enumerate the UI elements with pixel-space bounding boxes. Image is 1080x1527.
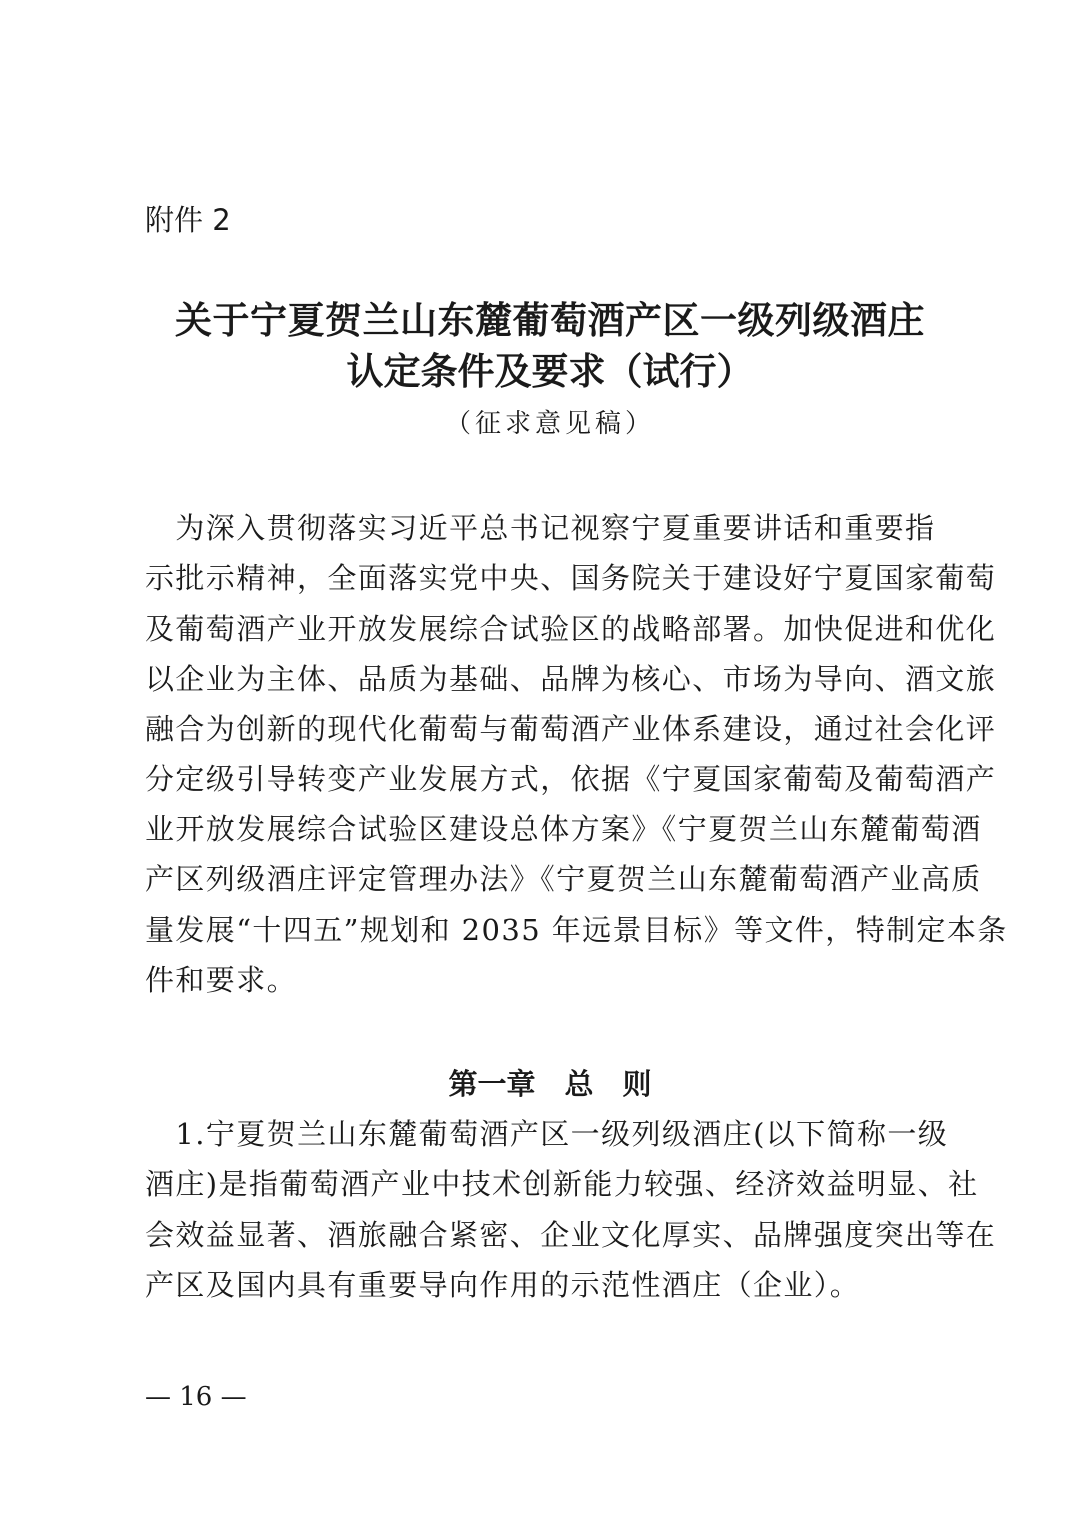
paragraph-line: 分定级引导转变产业发展方式，依据《宁夏国家葡萄及葡萄酒产 [145, 762, 997, 796]
draft-subtitle: （征求意见稿） [444, 409, 655, 439]
paragraph-line: 1.宁夏贺兰山东麓葡萄酒产区一级列级酒庄(以下简称一级 [145, 1117, 949, 1151]
paragraph-line: 示批示精神，全面落实党中央、国务院关于建设好宁夏国家葡萄 [145, 561, 997, 595]
attachment-label: 附件 2 [145, 203, 231, 237]
paragraph-line: 会效益显著、酒旅融合紧密、企业文化厚实、品牌强度突出等在 [145, 1218, 997, 1252]
paragraph-line: 酒庄)是指葡萄酒产业中技术创新能力较强、经济效益明显、社 [145, 1167, 979, 1201]
paragraph-line: 产区及国内具有重要导向作用的示范性酒庄（企业）。 [145, 1268, 861, 1302]
paragraph-line: 融合为创新的现代化葡萄与葡萄酒产业体系建设，通过社会化评 [145, 712, 997, 746]
chapter-heading: 第一章 总 则 [448, 1067, 652, 1101]
document-title-line-1: 关于宁夏贺兰山东麓葡萄酒产区一级列级酒庄 [175, 299, 925, 342]
paragraph-line: 以企业为主体、品质为基础、品牌为核心、市场为导向、酒文旅 [145, 662, 997, 696]
paragraph-line: 业开放发展综合试验区建设总体方案》《宁夏贺兰山东麓葡萄酒 [145, 812, 982, 846]
document-title-line-2: 认定条件及要求（试行） [346, 350, 754, 393]
page-number: — 16 — [145, 1382, 247, 1412]
paragraph-line: 及葡萄酒产业开放发展综合试验区的战略部署。加快促进和优化 [145, 612, 997, 646]
paragraph-line: 产区列级酒庄评定管理办法》《宁夏贺兰山东麓葡萄酒产业高质 [145, 862, 982, 896]
paragraph-line: 件和要求。 [145, 963, 298, 997]
paragraph-line: 为深入贯彻落实习近平总书记视察宁夏重要讲话和重要指 [145, 511, 936, 545]
paragraph-line: 量发展“十四五”规划和 2035 年远景目标》等文件，特制定本条 [145, 913, 1008, 947]
